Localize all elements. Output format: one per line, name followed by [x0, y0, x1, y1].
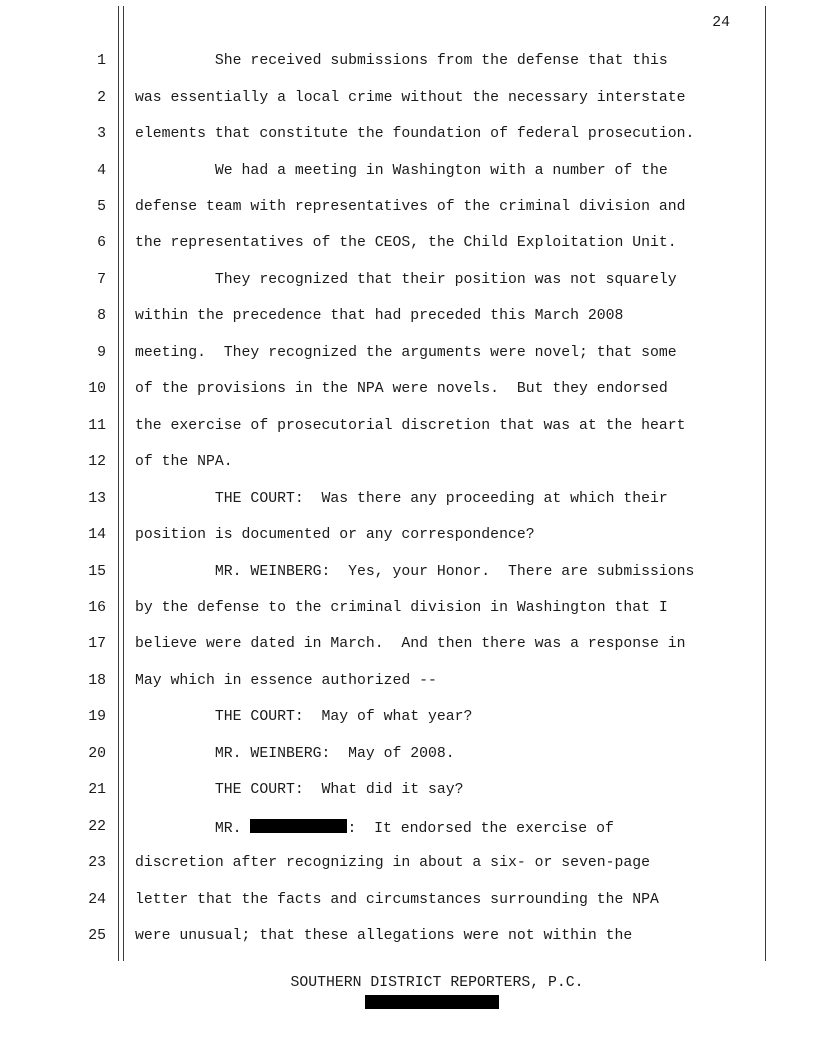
transcript-line: position is documented or any correspondence? — [135, 527, 535, 543]
transcript-line: We had a meeting in Washington with a number of the — [135, 163, 668, 179]
transcript-line: were unusual; that these allegations were not within the — [135, 928, 633, 944]
transcript-line: THE COURT: What did it say? — [135, 782, 464, 798]
transcript-line: THE COURT: May of what year? — [135, 709, 473, 725]
transcript-line: elements that constitute the foundation of federal prosecution. — [135, 126, 695, 142]
transcript-line: letter that the facts and circumstances surrounding the NPA — [135, 892, 659, 908]
transcript-line: of the provisions in the NPA were novels. But they endorsed — [135, 381, 668, 397]
footer-reporter: SOUTHERN DISTRICT REPORTERS, P.C. — [290, 975, 584, 991]
transcript-line: believe were dated in March. And then there was a response in — [135, 636, 686, 652]
transcript-line: by the defense to the criminal division in Washington that I — [135, 600, 668, 616]
line-number: 6 — [97, 235, 106, 251]
transcript-line: of the NPA. — [135, 454, 233, 470]
transcript-line — [135, 819, 614, 837]
transcript-line: She received submissions from the defense that this — [135, 53, 668, 69]
left-margin-rule-inner — [123, 6, 124, 961]
line-number: 14 — [88, 527, 106, 543]
redacted-name-block — [250, 819, 347, 833]
line-number: 13 — [88, 491, 106, 507]
transcript-line: THE COURT: Was there any proceeding at which their — [135, 491, 668, 507]
speech-text: : It endorsed the exercise of — [347, 821, 614, 837]
line-number: 19 — [88, 709, 106, 725]
page-number: 24 — [712, 15, 730, 31]
line-number: 17 — [88, 636, 106, 652]
line-number: 18 — [88, 673, 106, 689]
transcript-line: MR. WEINBERG: May of 2008. — [135, 746, 455, 762]
footer-redaction-block — [365, 995, 499, 1009]
line-number: 15 — [88, 564, 106, 580]
transcript-line: They recognized that their position was not squarely — [135, 272, 677, 288]
line-number: 10 — [88, 381, 106, 397]
line-number: 20 — [88, 746, 106, 762]
transcript-line: within the precedence that had preceded this March 2008 — [135, 308, 624, 324]
line-number: 7 — [97, 272, 106, 288]
line-number: 12 — [88, 454, 106, 470]
line-number: 23 — [88, 855, 106, 871]
line-number: 16 — [88, 600, 106, 616]
transcript-line: the exercise of prosecutorial discretion that was at the heart — [135, 418, 686, 434]
line-number: 4 — [97, 163, 106, 179]
left-margin-rule-outer — [118, 6, 119, 961]
line-number: 21 — [88, 782, 106, 798]
transcript-line: defense team with representatives of the criminal division and — [135, 199, 686, 215]
transcript-line: MR. WEINBERG: Yes, your Honor. There are submissions — [135, 564, 695, 580]
line-number: 5 — [97, 199, 106, 215]
line-number: 2 — [97, 90, 106, 106]
line-number: 22 — [88, 819, 106, 835]
line-number: 8 — [97, 308, 106, 324]
line-number: 24 — [88, 892, 106, 908]
line-number: 1 — [97, 53, 106, 69]
transcript-line: was essentially a local crime without the necessary interstate — [135, 90, 686, 106]
line-number: 3 — [97, 126, 106, 142]
line-number: 25 — [88, 928, 106, 944]
line-number: 9 — [97, 345, 106, 361]
speaker-prefix: MR. — [135, 821, 251, 837]
line-number: 11 — [88, 418, 106, 434]
transcript-line: the representatives of the CEOS, the Child Exploitation Unit. — [135, 235, 677, 251]
right-margin-rule — [765, 6, 766, 961]
transcript-line: May which in essence authorized -- — [135, 673, 437, 689]
transcript-line: discretion after recognizing in about a six- or seven-page — [135, 855, 651, 871]
transcript-line: meeting. They recognized the arguments were novel; that some — [135, 345, 677, 361]
